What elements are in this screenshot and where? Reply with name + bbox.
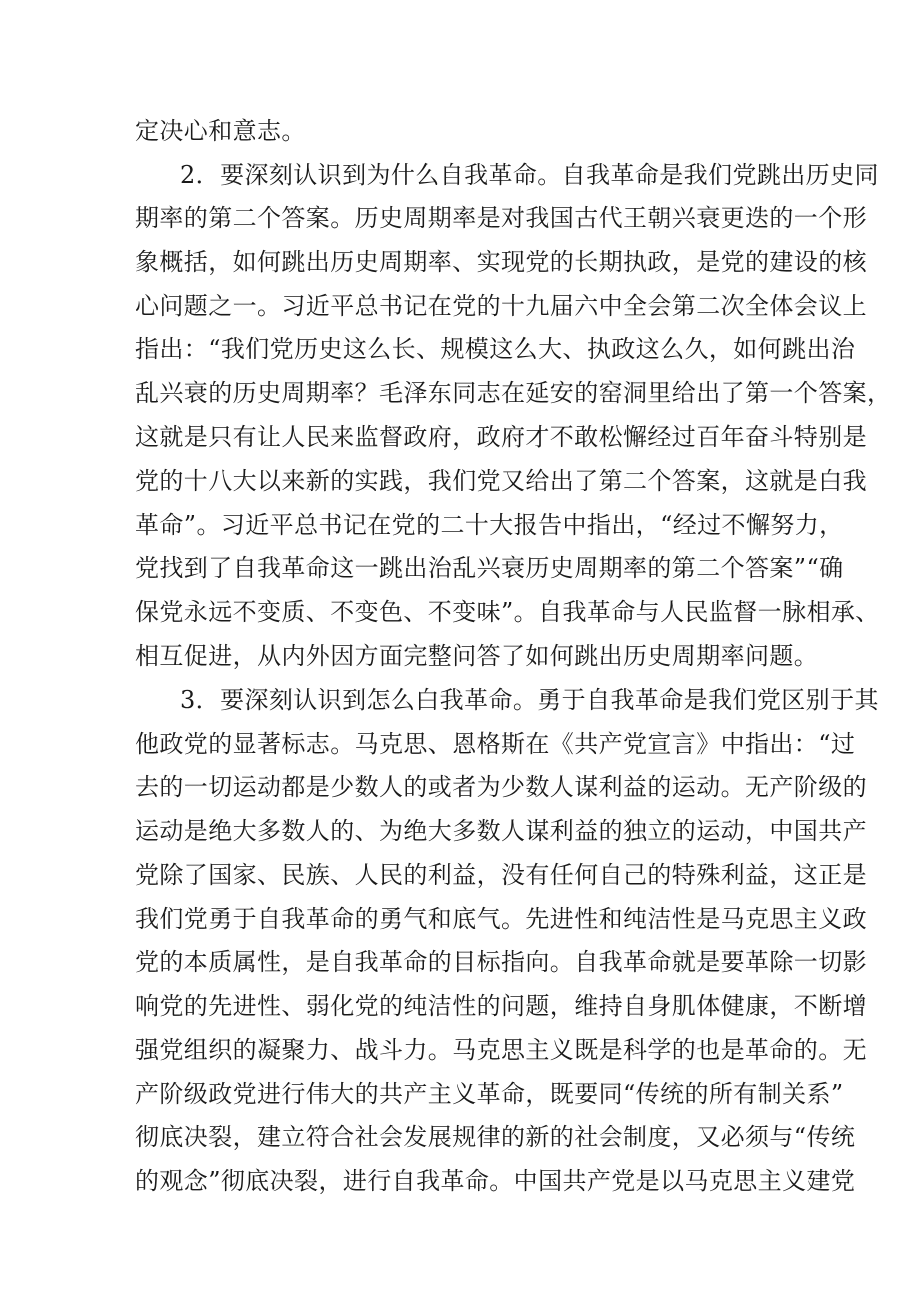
text-line: 党的十八大以来新的实践，我们党又给出了第二个答案，这就是白我 xyxy=(135,467,867,495)
text-line: 响党的先进性、弱化党的纯洁性的问题，维持自身肌体健康，不断增 xyxy=(135,992,867,1020)
text-line: 我们党勇于自我革命的勇气和底气。先进性和纯洁性是马克思主义政 xyxy=(135,905,867,933)
text-line: 相互促进，从内外因方面完整问答了如何跳出历史周期率问题。 xyxy=(135,642,819,670)
text-line: 象概括，如何跳出历史周期率、实现党的长期执政，是党的建设的核 xyxy=(135,248,867,276)
text-line: 3．要深刻认识到怎么白我革命。勇于自我革命是我们党区别于其 xyxy=(180,686,879,714)
text-line: 心问题之一。习近平总书记在党的十九届六中全会第二次全体会议上 xyxy=(135,292,867,320)
text-line: 的观念”彻底决裂，进行自我革命。中国共产党是以马克思主义建党 xyxy=(135,1167,856,1195)
text-line: 定决心和意志。 xyxy=(135,117,306,145)
text-line: 乱兴衰的历史周期率？毛泽东同志在延安的窑洞里给出了第一个答案， xyxy=(135,379,892,407)
text-line: 彻底决裂，建立符合社会发展规律的新的社会制度，又必须与“传统 xyxy=(135,1123,856,1151)
text-line: 革命”。习近平总书记在党的二十大报告中指出，“经过不懈努力， xyxy=(135,511,844,539)
text-line: 2．要深刻认识到为什么自我革命。自我革命是我们党跳出历史同 xyxy=(180,161,879,189)
text-line: 期率的第二个答案。历史周期率是对我国古代王朝兴衰更迭的一个形 xyxy=(135,204,867,232)
text-line: 去的一切运动都是少数人的或者为少数人谋利益的运动。无产阶级的 xyxy=(135,773,867,801)
text-line: 运动是绝大多数人的、为绝大多数人谋利益的独立的运动，中国共产 xyxy=(135,817,867,845)
text-line: 产阶级政党进行伟大的共产主义革命，既要同“传统的所有制关系” xyxy=(135,1080,844,1108)
text-line: 这就是只有让人民来监督政府，政府才不敢松懈经过百年奋斗特别是 xyxy=(135,423,867,451)
text-line: 他政党的显著标志。马克思、恩格斯在《共产党宣言》中指出：“过 xyxy=(135,730,856,758)
text-line: 党除了国家、民族、人民的利益，没有任何自己的特殊利益，这正是 xyxy=(135,861,867,889)
text-line: 指出：“我们党历史这么长、规模这么大、执政这么久，如何跳出治 xyxy=(135,335,856,363)
text-line: 保党永远不变质、不变色、不变味”。自我革命与人民监督一脉相承、 xyxy=(135,598,880,626)
text-line: 党找到了自我革命这一跳出治乱兴衰历史周期率的第二个答案”“确 xyxy=(135,554,844,582)
text-line: 强党组织的凝聚力、战斗力。马克思主义既是科学的也是革命的。无 xyxy=(135,1036,867,1064)
text-line: 党的本质属性，是自我革命的目标指向。自我革命就是要革除一切影 xyxy=(135,948,867,976)
